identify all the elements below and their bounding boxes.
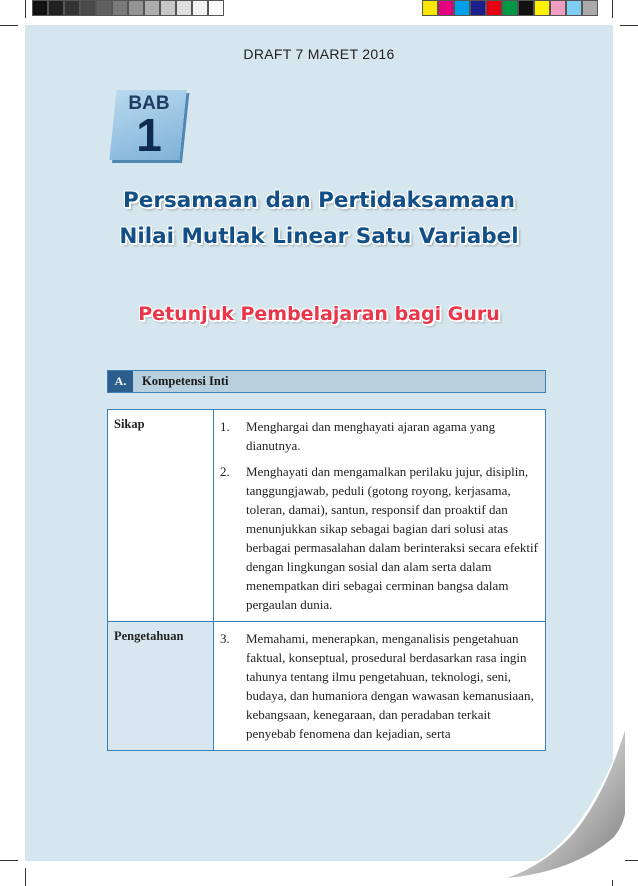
table-row xyxy=(108,622,546,751)
list-item xyxy=(220,417,539,455)
item-text: Menghayati dan mengamalkan perilaku jujur, disiplin, tanggungjawab, peduli (gotong royong, kerjasama, toleran, damai), santun, responsif dan proaktif dan menunjukkan sikap sebagai bagian dari solusi atas berbagai permasalahan dalam berinteraksi secara efektif dengan lingkungan sosial dan alam serta dalam menempatkan diri sebagai cerminan bangsa dalam pergaulan dunia. xyxy=(246,464,538,612)
chapter-title-line2: Nilai Mutlak Linear Satu Variabel xyxy=(119,224,519,249)
item-text: Memahami, menerapkan, menganalisis pengetahuan faktual, konseptual, prosedural berdasarkan rasa ingin tahunya tentang ilmu pengetahuan, teknologi, seni, budaya, dan humaniora dengan wawasan kemanusiaan, kebangsaan, kenegaraan, dan peradaban terkait penyebab fenomena dan kejadian, serta xyxy=(246,631,534,741)
page-curl-decoration xyxy=(495,730,625,880)
item-number: 3. xyxy=(220,631,230,646)
item-number: 2. xyxy=(220,464,230,479)
section-letter: A. xyxy=(108,371,133,392)
core-competency-table xyxy=(107,409,546,751)
crop-mark xyxy=(25,0,26,18)
grayscale-calibration-bar xyxy=(32,0,224,20)
section-header xyxy=(107,370,546,393)
crop-mark xyxy=(612,0,613,18)
color-calibration-bar xyxy=(422,0,598,20)
crop-mark xyxy=(0,860,18,861)
chapter-badge-word: BAB xyxy=(128,93,170,114)
item-number: 1. xyxy=(220,419,230,434)
item-text: Menghargai dan menghayati ajaran agama yang dianutnya. xyxy=(246,419,496,453)
crop-mark xyxy=(0,25,18,26)
chapter-title xyxy=(0,183,638,255)
category-cell: Pengetahuan xyxy=(108,622,214,751)
chapter-title-line1: Persamaan dan Pertidaksamaan xyxy=(123,188,515,213)
crop-mark xyxy=(25,868,26,886)
list-item xyxy=(220,462,539,614)
guide-subtitle: Petunjuk Pembelajaran bagi Guru xyxy=(138,303,500,325)
chapter-badge-number: 1 xyxy=(136,109,162,161)
category-cell: Sikap xyxy=(108,410,214,622)
crop-mark xyxy=(620,25,638,26)
items-cell xyxy=(214,410,546,622)
section-title: Kompetensi Inti xyxy=(142,374,229,388)
draft-label: DRAFT 7 MARET 2016 xyxy=(243,46,395,62)
table-row xyxy=(108,410,546,622)
list-item xyxy=(220,629,539,743)
